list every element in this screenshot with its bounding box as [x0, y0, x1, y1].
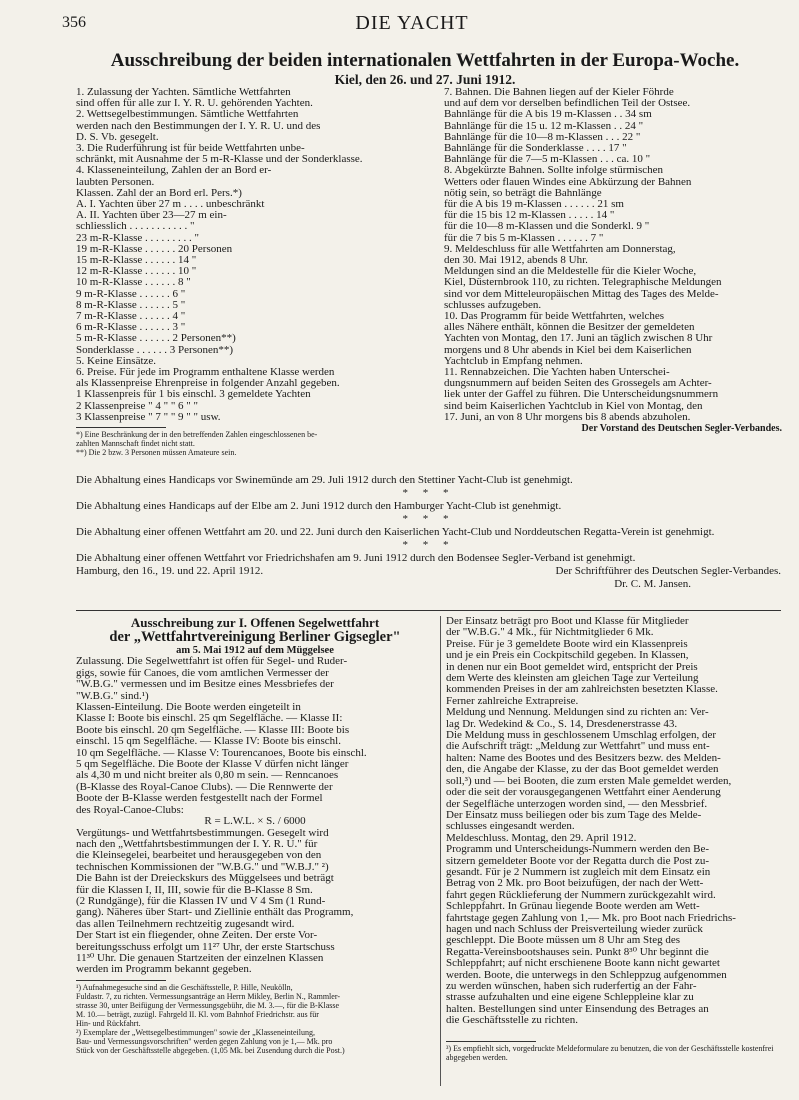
text-line: alles Nähere enthält, können die Besitzer der gemeldeten — [444, 321, 695, 334]
text-line: Programm und Unterscheidungs-Nummern werden den Be- — [446, 843, 710, 856]
text-line: Bahnlänge für die 7—5 m-Klassen . . . ca. 10 " — [444, 153, 651, 166]
running-head: DIE YACHT — [355, 12, 469, 34]
text-line: 1. Zulassung der Yachten. Sämtliche Wettfahrten — [76, 86, 291, 98]
secretary-name: Dr. C. M. Jansen. — [614, 578, 691, 590]
text-line: das allen Teilnehmern rechtzeitig zugesandt wird. — [76, 917, 295, 930]
text-line: Boote der B-Klasse werden festgestellt nach der Formel — [76, 792, 323, 805]
text-line: Der Einsatz beträgt pro Boot und Klasse für Mitglieder — [446, 615, 689, 627]
notices-section — [76, 474, 781, 591]
text-line: Kiel, Düsternbrook 110, zu richten. Telegraphische Meldungen — [444, 276, 722, 289]
announcement-date: am 5. Mai 1912 auf dem Müggelsee — [176, 645, 334, 656]
text-line: der "W.B.G." 4 Mk., für Nichtmitglieder 6 Mk. — [446, 626, 654, 639]
text-line: Zulassung. Die Segelwettfahrt ist offen für Segel- und Ruder- — [76, 655, 348, 668]
text-line: der Segelfläche unterzogen worden sind, — den Messbrief. — [446, 797, 708, 810]
main-title: Ausschreibung der beiden internationalen Wettfahrten in der Europa-Woche. — [110, 50, 740, 71]
text-line: dem Werte des kleinsten am gleichen Tage zur Verteilung — [446, 672, 699, 685]
text-line: Schleppfahrt; auf nicht erschienene Boote kann nicht gewartet — [446, 957, 720, 970]
board-signature: Der Vorstand des Deutschen Segler-Verbandes. — [581, 423, 782, 435]
text-line: für die A bis 19 m-Klassen . . . . . . 21 sm — [444, 198, 624, 211]
footnote-line: zahlten Mannschaft findet nicht statt. — [76, 439, 195, 449]
text-line: Meldung und Nennung. Meldungen sind zu richten an: Ver- — [446, 706, 709, 719]
bottom-left-lines-2 — [76, 828, 434, 976]
text-line: 7 m-R-Klasse . . . . . . 4 " — [76, 310, 186, 323]
text-line: 23 m-R-Klasse . . . . . . . . . " — [76, 231, 200, 244]
text-line: soll,³) und — bei Booten, die zum ersten Male gemeldet werden, — [446, 774, 732, 787]
text-line: schränkt, mit Ausnahme der 5 m-R-Klasse und der Sonderklasse. — [76, 153, 363, 166]
text-line: fahrtstage gegen Zahlung von 1,— Mk. pro Boot nach Friedrichs- — [446, 911, 736, 924]
text-line: Schleppfahrt. In Grünau liegende Boote werden am Wett- — [446, 900, 700, 913]
separator-stars: * * * — [402, 513, 455, 525]
text-line: 11. Rennabzeichen. Die Yachten haben Unterschei- — [444, 366, 670, 379]
text-line: Preise. Für je 3 gemeldete Boote wird ein Klassenpreis — [446, 637, 688, 650]
text-line: 1 Klassenpreis für 1 bis einschl. 3 gemeldete Yachten — [76, 388, 311, 401]
text-line: des Royal-Canoe-Clubs: — [76, 803, 184, 816]
footnote-line: ²) Exemplare der „Wettsegelbestimmungen" sowie der „Klasseneinteilung, — [76, 1027, 315, 1037]
footnote-line: *) Eine Beschränkung der in den betreffenden Zahlen eingeschlossenen be- — [76, 430, 318, 440]
bottom-right-column — [446, 616, 781, 1062]
text-line: 17. Juni, an von 8 Uhr morgens bis 8 abends abzuholen. — [444, 410, 691, 423]
text-line: für die Klassen I, II, III, sowie für die B-Klasse 8 Sm. — [76, 883, 313, 896]
text-line: 9. Meldeschluss für alle Wettfahrten am Donnerstag, — [444, 242, 676, 255]
text-line: Klassen. Zahl der an Bord erl. Pers.*) — [76, 186, 242, 199]
text-line: Meldungen sind an die Meldestelle für die Kieler Woche, — [444, 265, 697, 278]
text-line: A. I. Yachten über 27 m . . . . unbeschränkt — [76, 198, 265, 211]
text-line: Der Einsatz muss beiliegen oder bis zum Tage des Melde- — [446, 808, 702, 821]
footnote-rule — [76, 980, 166, 981]
text-line: sind offen für alle zur I. Y. R. U. gehörenden Yachten. — [76, 97, 313, 110]
text-line: einschl. 15 qm Segelfläche. — Klasse IV: Boote bis einschl. — [76, 735, 341, 748]
footnote-rule — [76, 427, 166, 428]
text-line: Meldeschluss. Montag, den 29. April 1912. — [446, 831, 637, 844]
announcement-heading: Ausschreibung zur I. Offenen Segelwettfahrt — [130, 615, 380, 630]
text-line: liek unter der Gaffel zu führen. Die Unterscheidungsnummern — [444, 388, 719, 401]
text-line: Bahnlänge für die 10—8 m-Klassen . . . 22 " — [444, 130, 641, 143]
text-line: Klasse I: Boote bis einschl. 25 qm Segelfläche. — Klasse II: — [76, 712, 343, 725]
text-line: 7. Bahnen. Die Bahnen liegen auf der Kieler Föhrde — [444, 86, 674, 98]
text-line: für die 10—8 m-Klassen und die Sonderkl. 9 " — [444, 220, 650, 233]
text-line: Yachten von Montag, den 17. Juni an täglich zwischen 8 Uhr — [444, 332, 713, 345]
notice-2: Die Abhaltung eines Handicaps auf der Elbe am 2. Juni 1912 durch den Hamburger Yacht-Club ist genehmigt. — [76, 500, 562, 512]
footnote-line: M. 10.— beträgt, zuzügl. Fahrgeld II. Kl. vom Bahnhof Friedrichstr. aus für — [76, 1009, 319, 1019]
bottom-right-footnote: ³) Es empfiehlt sich, vorgedruckte Meldeformulare zu benutzen, die von der Geschäftsstelle kostenfrei abgegeben werden. — [446, 1043, 774, 1062]
text-line: 10. Das Programm für beide Wettfahrten, welches — [444, 310, 665, 323]
top-left-footnotes — [76, 430, 421, 457]
text-line: Die Bahn ist der Dreieckskurs des Müggelsees und beträgt — [76, 872, 334, 885]
text-line: morgens und 8 Uhr abends in Kiel bei dem Kaiserlichen — [444, 343, 692, 356]
bottom-right-lines — [446, 616, 781, 1027]
text-line: Betrag von 2 Mk. pro Boot beizufügen, der nach der Wett- — [446, 877, 704, 890]
dateline: Hamburg, den 16., 19. und 22. April 1912. — [76, 565, 264, 577]
notice-4: Die Abhaltung einer offenen Wettfahrt vor Friedrichshafen am 9. Juni 1912 durch den Bodensee Segler-Verband ist genehmigt. — [76, 552, 636, 564]
top-right-column — [444, 87, 782, 434]
text-line: 5 qm Segelfläche. Die Boote der Klasse V dürfen nicht länger — [76, 758, 349, 771]
text-line: (B-Klasse des Royal-Canoe Clubs). — Die Rennwerte der — [76, 780, 333, 793]
top-left-lines — [76, 87, 421, 423]
text-line: Regatta-Vereinsbootshauses sein. Punkt 8³⁰ Uhr beginnt die — [446, 945, 709, 958]
text-line: 19 m-R-Klasse . . . . . . 20 Personen — [76, 242, 233, 255]
text-line: den 30. Mai 1912, abends 8 Uhr. — [444, 254, 588, 267]
text-line: sind vor dem Mitteleuropäischen Mittag des Tages des Melde- — [444, 287, 719, 300]
rating-formula: R = L.W.L. × S. / 6000 — [204, 815, 306, 828]
text-line: Vergütungs- und Wettfahrtsbestimmungen. Gesegelt wird — [76, 826, 329, 839]
bottom-left-footnotes — [76, 983, 434, 1055]
text-line: halten: Name des Bootes und des Besitzers bezw. des Melden- — [446, 751, 721, 764]
text-line: strasse aufzuhalten und eine eigene Schleppleine klar zu — [446, 991, 694, 1004]
text-line: schlusses aufzugeben. — [444, 298, 542, 311]
text-line: nötig sein, so beträgt die Bahnlänge — [444, 186, 602, 199]
text-line: oder die seit der vorausgegangenen Wettfahrt einer Aenderung — [446, 786, 721, 799]
text-line: Ferner zahlreiche Extrapreise. — [446, 694, 579, 707]
text-line: dungsnummern auf beiden Seiten des Grossegels am Achter- — [444, 377, 712, 390]
footnote-line: ¹) Aufnahmegesuche sind an die Geschäftsstelle, P. Hille, Neukölln, — [76, 982, 293, 992]
text-line: und je ein Preis ein Cockpitschild gegeben. In Klassen, — [446, 649, 689, 662]
footnote-line: Bau- und Vermessungsvorschriften" werden gegen Zahlung von je 1,— Mk. pro — [76, 1036, 333, 1046]
secretary-title: Der Schriftführer des Deutschen Segler-Verbandes. — [555, 565, 781, 577]
text-line: bereitungsschuss erfolgt um 11²⁷ Uhr, der erste Startschuss — [76, 940, 335, 953]
text-line: D. S. Vb. gesegelt. — [76, 130, 159, 143]
text-line: schlusses eingesandt werden. — [446, 820, 575, 833]
text-line: geschleppt. Die Boote müssen um 8 Uhr am Steg des — [446, 934, 681, 947]
notice-3: Die Abhaltung einer offenen Wettfahrt am 20. und 22. Juni durch den Kaiserlichen Yacht-Club und Norddeutschen Regatta-Verein ist genehmigt. — [76, 526, 715, 538]
text-line: "W.B.G." vermessen und im Besitze eines Messbriefes der — [76, 678, 334, 691]
text-line: 2 Klassenpreise " 4 " " 6 " " — [76, 399, 199, 412]
text-line: für die 7 bis 5 m-Klassen . . . . . . 7 " — [444, 231, 604, 244]
footnote-line: Stück von der Geschäftsstelle abgegeben. (1,05 Mk. bei Zusendung durch die Post.) — [76, 1045, 345, 1055]
main-subtitle: Kiel, den 26. und 27. Juni 1912. — [334, 72, 516, 87]
footnote-line: Fuldastr. 7, zu richten. Vermessungsanträge an Herrn Mikley, Berlin N., Rammler- — [76, 991, 340, 1001]
text-line: schliesslich . . . . . . . . . . . " — [76, 220, 195, 233]
text-line: fahrt gegen Rücklieferung der Nummern zurückgezahlt wird. — [446, 888, 716, 901]
separator-stars: * * * — [402, 539, 455, 551]
text-line: lag Dr. Wedekind & Co., S. 14, Dresdenerstrasse 43. — [446, 717, 678, 730]
text-line: den, die Angabe der Klasse, zu der das Boot gemeldet werden — [446, 763, 719, 776]
text-line: technischen Kommissionen der "W.B.G." und "W.B.J." ²) — [76, 860, 329, 873]
text-line: (2 Rundgänge), für die Klassen IV und V 4 Sm (1 Rund- — [76, 894, 326, 907]
text-line: 9 m-R-Klasse . . . . . . 6 " — [76, 287, 186, 300]
page-number: 356 — [62, 14, 86, 31]
text-line: halten. Bestellungen sind unter Einsendung des Betrages an — [446, 1002, 709, 1015]
section-divider — [76, 610, 781, 611]
text-line: Wetters oder flauen Windes eine Abkürzung der Bahnen — [444, 175, 692, 188]
text-line: 6 m-R-Klasse . . . . . . 3 " — [76, 321, 186, 334]
text-line: gang). Näheres über Start- und Ziellinie enthält das Programm, — [76, 906, 354, 919]
text-line: 5 m-R-Klasse . . . . . . 2 Personen**) — [76, 332, 236, 345]
text-line: Bahnlänge für die Sonderklasse . . . . 17 " — [444, 142, 627, 155]
text-line: 8 m-R-Klasse . . . . . . 5 " — [76, 298, 186, 311]
notice-1: Die Abhaltung eines Handicaps vor Swinemünde am 29. Juli 1912 durch den Stettiner Yacht-Club ist genehmigt. — [76, 474, 573, 486]
text-line: zu werden wünschen, haben sich ruderfertig an der Fahr- — [446, 980, 697, 992]
footnote-line: Hin- und Rückfahrt. — [76, 1018, 141, 1028]
text-line: 3 Klassenpreise " 7 " " 9 " " usw. — [76, 410, 221, 423]
text-line: nach den „Wettfahrtsbestimmungen der I. Y. R. U." für — [76, 837, 318, 850]
text-line: die Geschäftsstelle zu richten. — [446, 1014, 578, 1027]
text-line: Die Meldung muss in geschlossenem Umschlag erfolgen, der — [446, 729, 717, 742]
text-line: Boote bis einschl. 20 qm Segelfläche. — Klasse III: Boote bis — [76, 723, 350, 736]
column-rule — [440, 616, 441, 1086]
text-line: die Kleinsegelei, bearbeitet und herausgegeben von den — [76, 849, 322, 862]
text-line: sind beim Kaiserlichen Yachtclub in Kiel von Montag, den — [444, 399, 703, 412]
text-line: als 4,30 m und nicht breiter als 0,80 m sein. — Renncanoes — [76, 769, 339, 782]
text-line: werden im Programm bekannt gegeben. — [76, 963, 252, 976]
separator-stars: * * * — [402, 487, 455, 499]
text-line: 12 m-R-Klasse . . . . . . 10 " — [76, 265, 197, 278]
footnote-rule — [446, 1041, 536, 1042]
text-line: in denen nur ein Boot gemeldet wird, entspricht der Preis — [446, 660, 698, 673]
text-line: 11³⁰ Uhr. Die genauen Startzeiten der einzelnen Klassen — [76, 951, 324, 964]
page-header — [62, 14, 762, 38]
text-line: laubten Personen. — [76, 175, 155, 188]
text-line: gigs, sowie für Canoes, die vom amtlichen Vermesser der — [76, 666, 329, 679]
text-line: Klassen-Einteilung. Die Boote werden eingeteilt in — [76, 701, 301, 714]
text-line: 10 qm Segelfläche. — Klasse V: Tourencanoes, Boote bis einschl. — [76, 746, 367, 759]
announcement-club: der „Wettfahrtvereinigung Berliner Gigsegler" — [109, 629, 401, 645]
text-line: werden nach den Bestimmungen der I. Y. R. U. und des — [76, 119, 321, 132]
text-line: die Aufschrift trägt: „Meldung zur Wettfahrt" und muss ent- — [446, 740, 710, 753]
text-line: Sonderklasse . . . . . . 3 Personen**) — [76, 343, 234, 356]
footnote-line: strasse 30, unter Beifügung der Vermessungsgebühr, die M. 3.—, für die B-Klasse — [76, 1000, 340, 1010]
text-line: gesandt. Für je 2 Nummern ist zugleich mit dem Einsatz ein — [446, 865, 711, 878]
text-line: 4. Klasseneinteilung, Zahlen der an Bord er- — [76, 164, 272, 177]
text-line: und auf dem vor derselben befindlichen Teil der Ostsee. — [444, 97, 691, 110]
text-line: 2. Wettsegelbestimmungen. Sämtliche Wettfahrten — [76, 108, 299, 121]
footnote-line: **) Die 2 bzw. 3 Personen müssen Amateure sein. — [76, 448, 237, 458]
text-line: Der Start ist ein fliegender, ohne Zeiten. Der erste Vor- — [76, 929, 318, 942]
bottom-left-column — [76, 616, 434, 1055]
text-line: 5. Keine Einsätze. — [76, 354, 157, 367]
text-line: kommenden Preises in der am zahlreichsten besetzten Klasse. — [446, 683, 718, 696]
text-line: hagen und nach Schluss der Preisverteilung wieder zurück — [446, 922, 703, 935]
text-line: 15 m-R-Klasse . . . . . . 14 " — [76, 254, 197, 267]
top-left-column — [76, 87, 421, 457]
text-line: für die 15 bis 12 m-Klassen . . . . . 14 " — [444, 209, 615, 222]
text-line: A. II. Yachten über 23—27 m ein- — [76, 209, 227, 222]
text-line: Bahnlänge für die A bis 19 m-Klassen . . 34 sm — [444, 108, 652, 121]
text-line: 10 m-R-Klasse . . . . . . 8 " — [76, 276, 191, 289]
text-line: sitzern gemeldeter Boote vor der Regatta durch die Post zu- — [446, 854, 709, 867]
dateline-row — [76, 565, 781, 578]
text-line: Bahnlänge für die 15 u. 12 m-Klassen . . 24 " — [444, 119, 644, 132]
text-line: "W.B.G." sind.¹) — [76, 689, 149, 702]
text-line: 8. Abgekürzte Bahnen. Sollte infolge stürmischen — [444, 164, 664, 177]
text-line: als Klassenpreise Ehrenpreise in folgender Anzahl gegeben. — [76, 377, 340, 390]
text-line: 3. Die Ruderführung ist für beide Wettfahrten unbe- — [76, 142, 305, 155]
top-right-lines — [444, 87, 782, 423]
text-line: Yachtclub in Empfang nehmen. — [444, 354, 583, 367]
text-line: werden. Boote, die unterwegs in den Schleppzug aufgenommen — [446, 968, 727, 981]
bottom-left-lines — [76, 656, 434, 816]
text-line: 6. Preise. Für jede im Programm enthaltene Klasse werden — [76, 366, 335, 379]
